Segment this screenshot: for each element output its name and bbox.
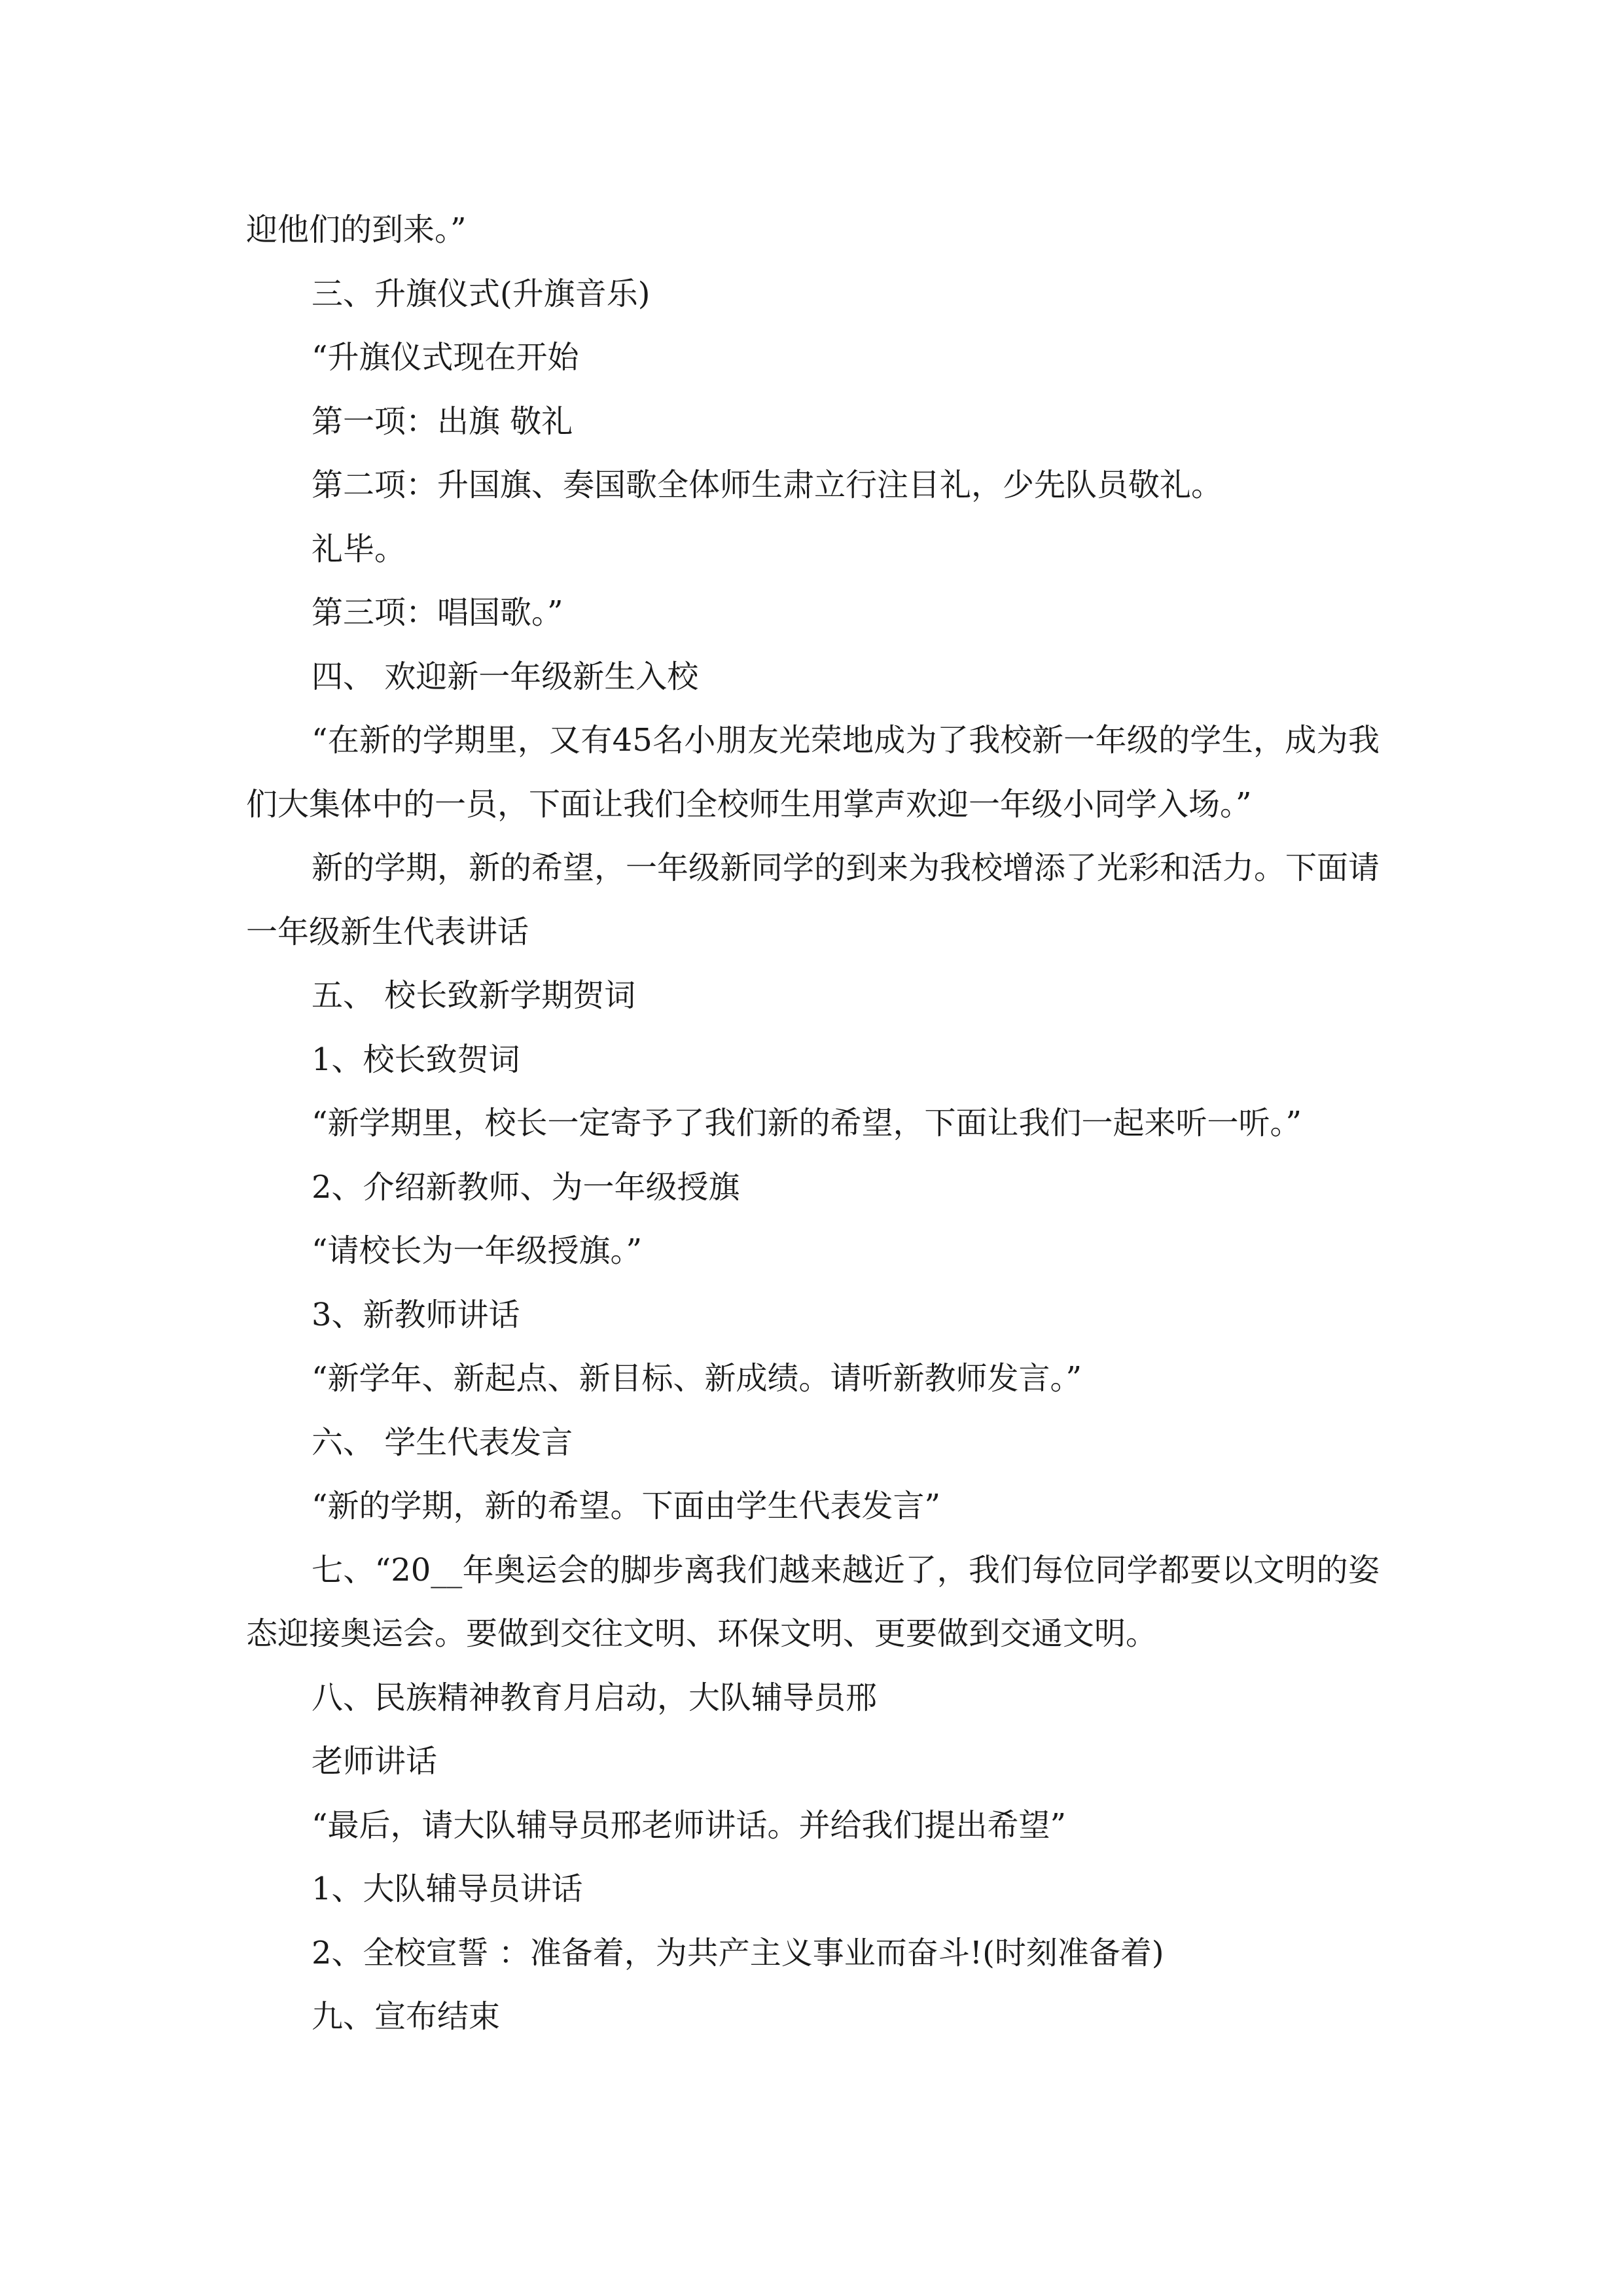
- paragraph: 五、 校长致新学期贺词: [312, 977, 636, 1014]
- paragraph: 第三项：唱国歌。”: [312, 594, 563, 631]
- paragraph: “请校长为一年级授旗。”: [312, 1232, 643, 1269]
- paragraph: “升旗仪式现在开始: [312, 339, 579, 376]
- paragraph: 六、 学生代表发言: [312, 1424, 573, 1461]
- paragraph: 七、“20__年奥运会的脚步离我们越来越近了，我们每位同学都要以文明的姿态迎接奥运会。要做到交往文明、环保文明、更要做到交通文明。: [246, 1551, 1380, 1652]
- paragraph: “新的学期，新的希望。下面由学生代表发言”: [312, 1488, 941, 1524]
- paragraph: “在新的学期里，又有45名小朋友光荣地成为了我校新一年级的学生，成为我们大集体中的一员，下面让我们全校师生用掌声欢迎一年级小同学入场。”: [246, 722, 1380, 823]
- paragraph: “新学年、新起点、新目标、新成绩。请听新教师发言。”: [312, 1360, 1082, 1397]
- paragraph: 迎他们的到来。”: [246, 211, 467, 248]
- paragraph: 1、校长致贺词: [312, 1041, 520, 1078]
- document-body: [246, 198, 1380, 2049]
- paragraph: 三、升旗仪式(升旗音乐): [312, 275, 651, 312]
- paragraph: 九、宣布结束: [312, 1998, 501, 2035]
- paragraph: 第二项：升国旗、奏国歌全体师生肃立行注目礼，少先队员敬礼。: [312, 467, 1223, 503]
- paragraph: 四、 欢迎新一年级新生入校: [312, 658, 699, 695]
- paragraph: 1、大队辅导员讲话: [312, 1871, 583, 1907]
- paragraph: “新学期里，校长一定寄予了我们新的希望，下面让我们一起来听一听。”: [312, 1105, 1302, 1141]
- paragraph: 2、全校宣誓 ：准备着，为共产主义事业而奋斗!(时刻准备着): [312, 1934, 1164, 1971]
- paragraph: 八、民族精神教育月启动，大队辅导员邢: [312, 1679, 878, 1716]
- paragraph: 新的学期，新的希望，一年级新同学的到来为我校增添了光彩和活力。下面请一年级新生代表讲话: [246, 850, 1380, 950]
- paragraph: 3、新教师讲话: [312, 1296, 520, 1333]
- paragraph: 2、介绍新教师、为一年级授旗: [312, 1168, 740, 1206]
- paragraph: 第一项：出旗 敬礼: [312, 403, 573, 440]
- paragraph: 老师讲话: [312, 1743, 438, 1780]
- paragraph: “最后，请大队辅导员邢老师讲话。并给我们提出希望”: [312, 1806, 1067, 1844]
- paragraph: 礼毕。: [312, 530, 406, 567]
